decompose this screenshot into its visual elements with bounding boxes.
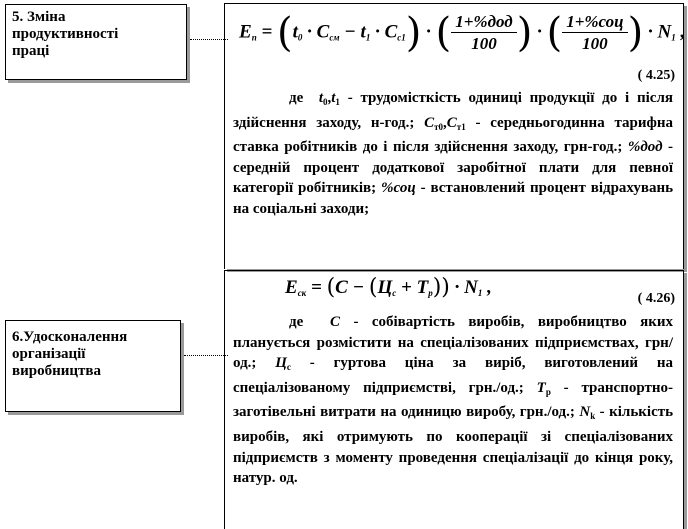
item-6-line-3: виробництва [12, 363, 101, 379]
equation-number-4-25: ( 4.25) [637, 68, 675, 83]
item-6-connector [184, 355, 228, 356]
description-4-25: де $t_0,t_1$ - трудомісткість одиниці продукції до і після здійснення заходу, н-год.; $С_{т0},С_{т1}$ - середньогодинна тарифна ставка робітників до і після здійснення заходу, грн-год.; %дод - середній процент додаткової заробітної плати для певної категорії робітників; %соц - встановлений процент відрахувань на соціальні заходи; [233, 90, 674, 217]
item-5-connector [190, 39, 228, 40]
formula-panel-4-25 [224, 3, 684, 269]
description-4-26: де С - собівартість виробів, виробництво яких планується розмістити на спеціалізованих підприємствах, грн/од.; $Ц_с$ - гуртова ціна за виріб, виготовлений на спеціалізованому підприємстві, грн./од.; $Т_р$ - транспортно-заготівельні витрати на одиницю виробу, грн./од.; $N_k$ - кількість виробів, які отримують по кооперації зі спеціалізованих підприємств з моменту проведення спеціалізації до кінця року, натур. од. [233, 314, 674, 487]
item-5-label-box [5, 4, 187, 80]
item-5-line-3: праці [12, 43, 50, 59]
item-5-line-2: продуктивності [12, 26, 119, 42]
formula-panel-4-26 [224, 270, 684, 529]
item-6-line-1: 6.Удосконалення [12, 329, 128, 345]
formula-4-25: $Е_п = (t_0 \cdot С_{см} - t_1 \cdot С_{с1})$ · ( $\frac{\text{1+\%дод}}{100}$ ) · ( $\frac{\text{1+\%соц}}{100}$ ) · $N_1$ , [239, 10, 686, 56]
item-6-label-box [5, 320, 181, 412]
formula-4-26: $Е_{ск} = (С - (Ц_с + Т_р)) \cdot N_1$ , [285, 275, 492, 300]
item-6-line-2: організації [12, 346, 86, 362]
equation-number-4-26: ( 4.26) [637, 291, 675, 306]
item-5-line-1: 5. Зміна [12, 9, 66, 25]
